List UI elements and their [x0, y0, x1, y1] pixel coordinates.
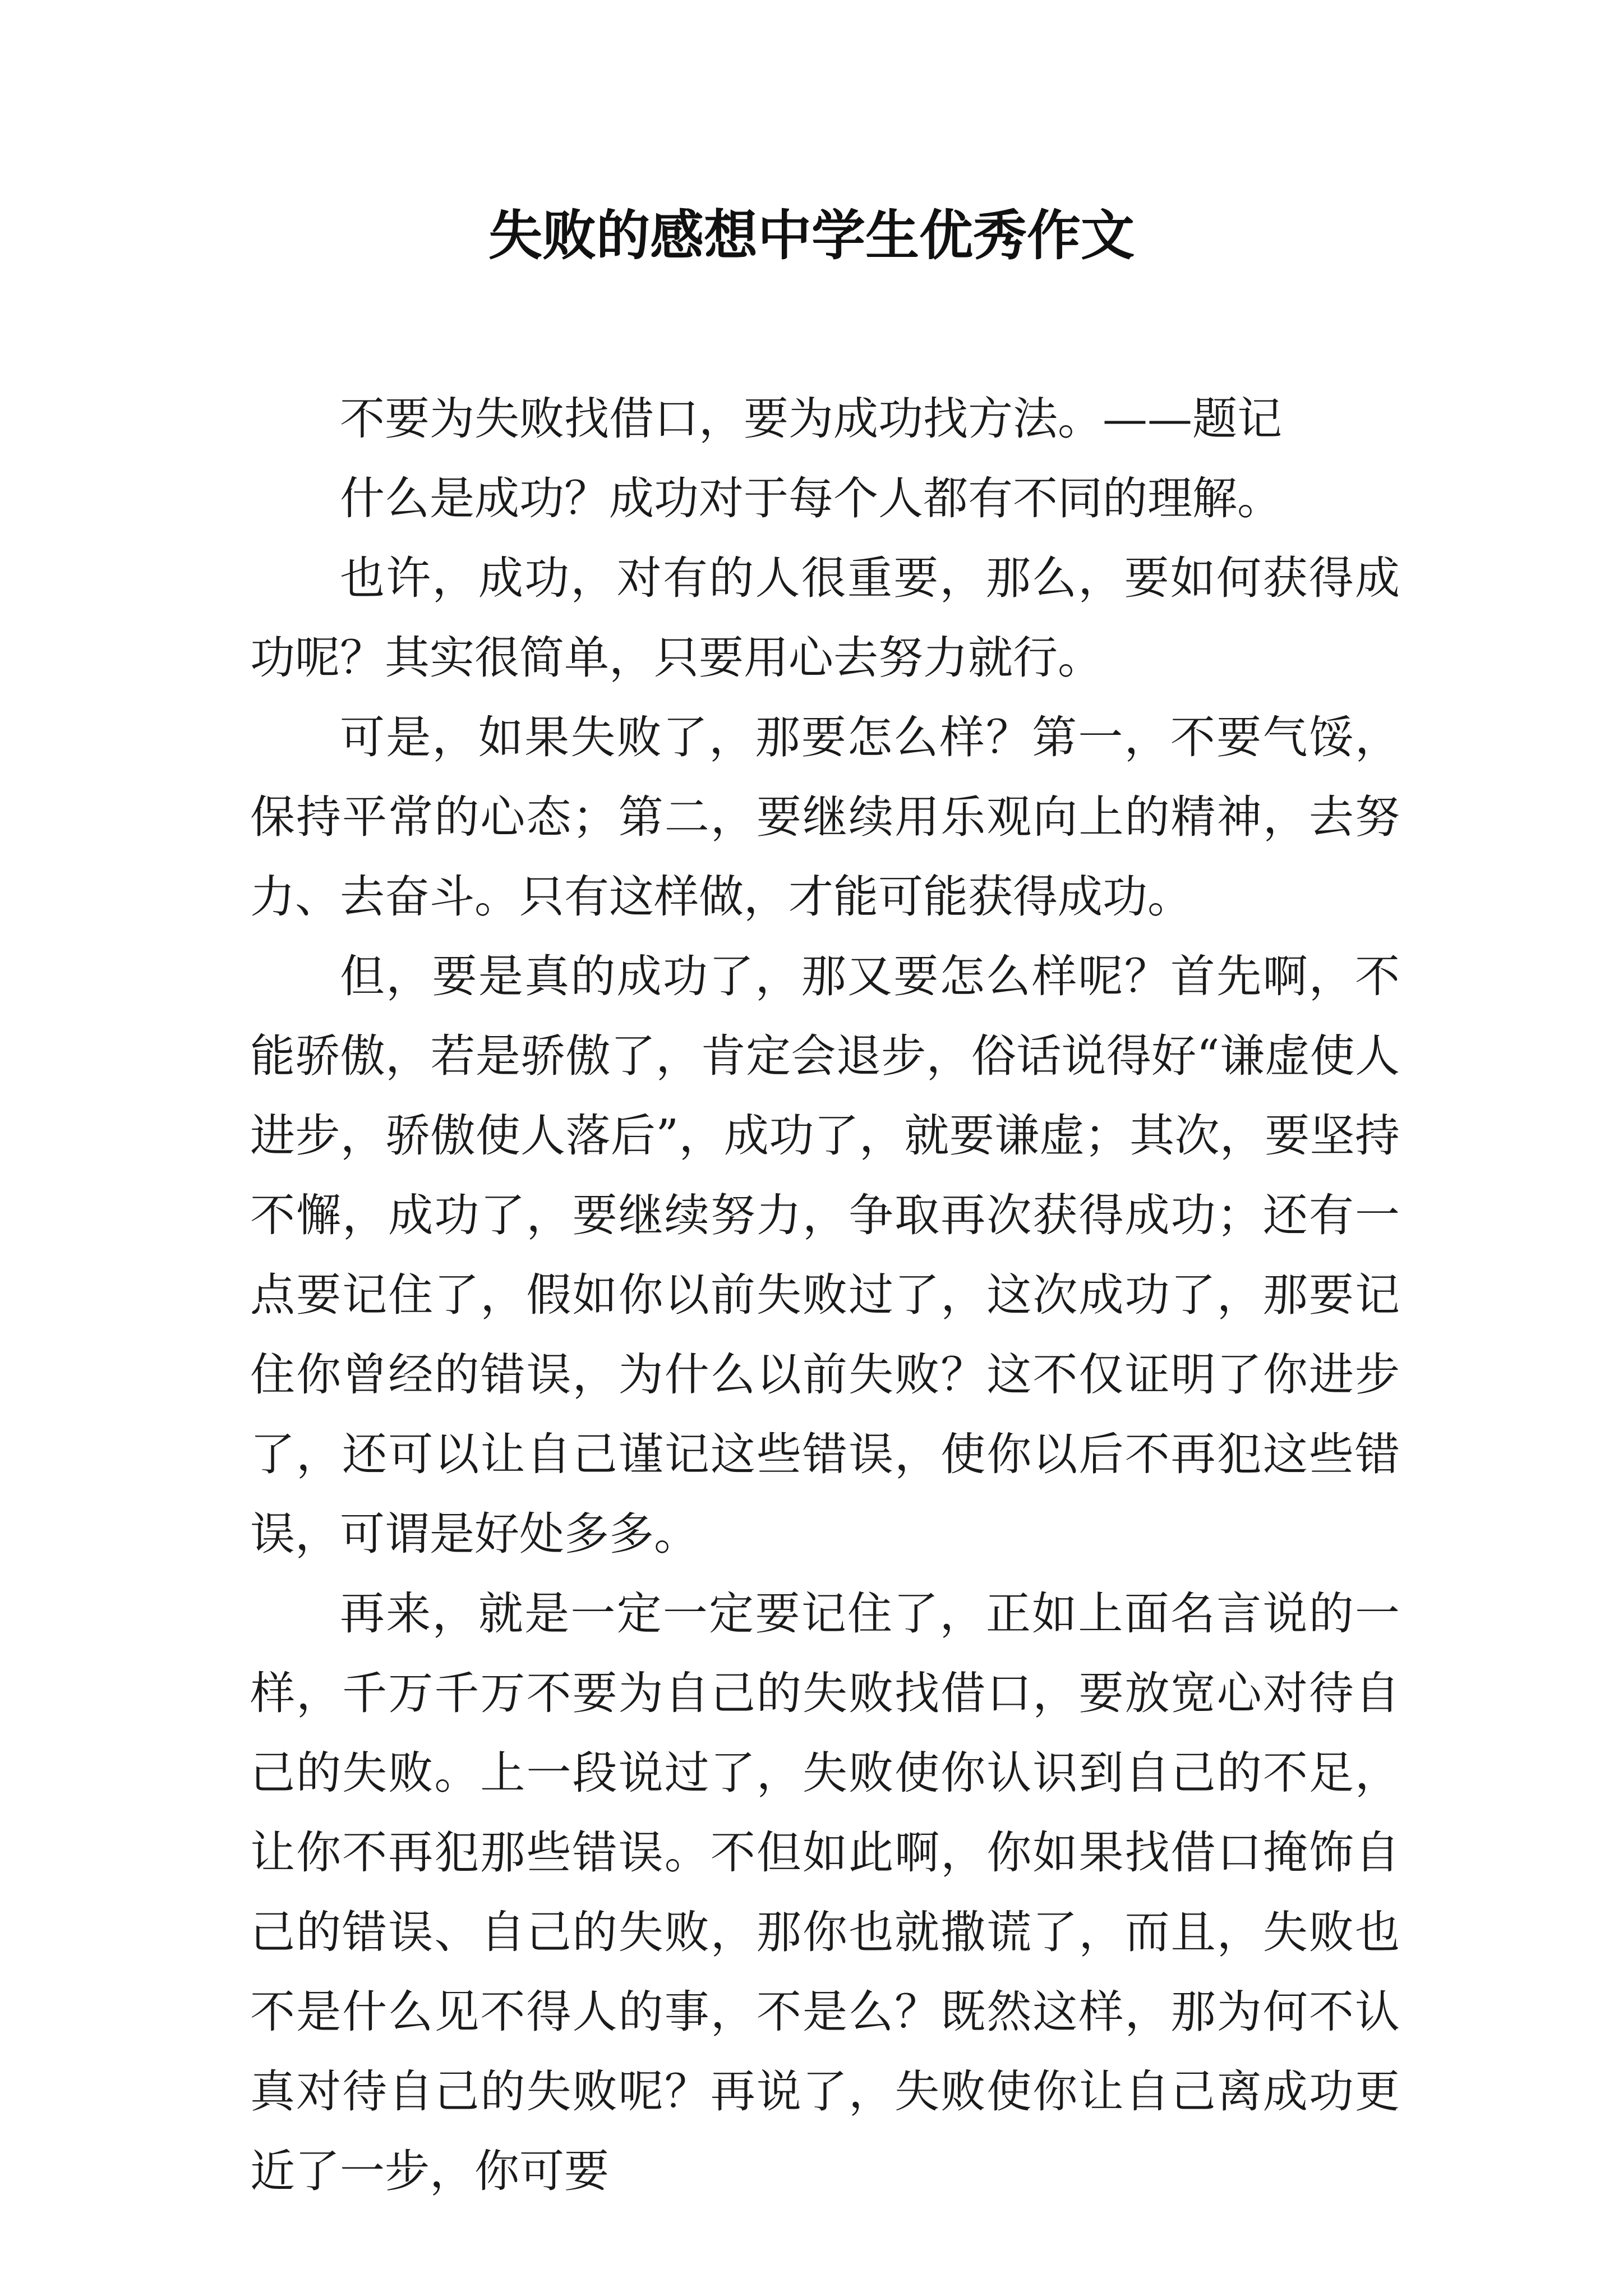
paragraph-epigraph: 不要为失败找借口，要为成功找方法。——题记: [340, 393, 1282, 445]
paragraph: 可是，如果失败了，那要怎么样？第一，不要气馁，保持平常的心态；第二，要继续用乐观向上的精神，去努力、去奋斗。只有这样做，才能可能获得成功。: [250, 711, 1400, 923]
paragraph: 也许，成功，对有的人很重要，那么，要如何获得成功呢？其实很简单，只要用心去努力就行。: [250, 552, 1400, 684]
document-title: 失败的感想中学生优秀作文: [488, 204, 1135, 267]
paragraph: 但，要是真的成功了，那又要怎么样呢？首先啊，不能骄傲，若是骄傲了，肯定会退步，俗话说得好“谦虚使人进步，骄傲使人落后”，成功了，就要谦虚；其次，要坚持不懈，成功了，要继续努力，争取再次获得成功；还有一点要记住了，假如你以前失败过了，这次成功了，那要记住你曾经的错误，为什么以前失败？这不仅证明了你进步了，还可以让自己谨记这些错误，使你以后不再犯这些错误，可谓是好处多多。: [250, 950, 1400, 1560]
paragraph: 什么是成功？成功对于每个人都有不同的理解。: [340, 472, 1282, 524]
document-body: [250, 379, 1400, 2211]
paragraph: 再来，就是一定一定要记住了，正如上面名言说的一样，千万千万不要为自己的失败找借口，要放宽心对待自己的失败。上一段说过了，失败使你认识到自己的不足，让你不再犯那些错误。不但如此啊，你如果找借口掩饰自己的错误、自己的失败，那你也就撒谎了，而且，失败也不是什么见不得人的事，不是么？既然这样，那为何不认真对待自己的失败呢？再说了，失败使你让自己离成功更近了一步，你可要: [250, 1588, 1400, 2197]
